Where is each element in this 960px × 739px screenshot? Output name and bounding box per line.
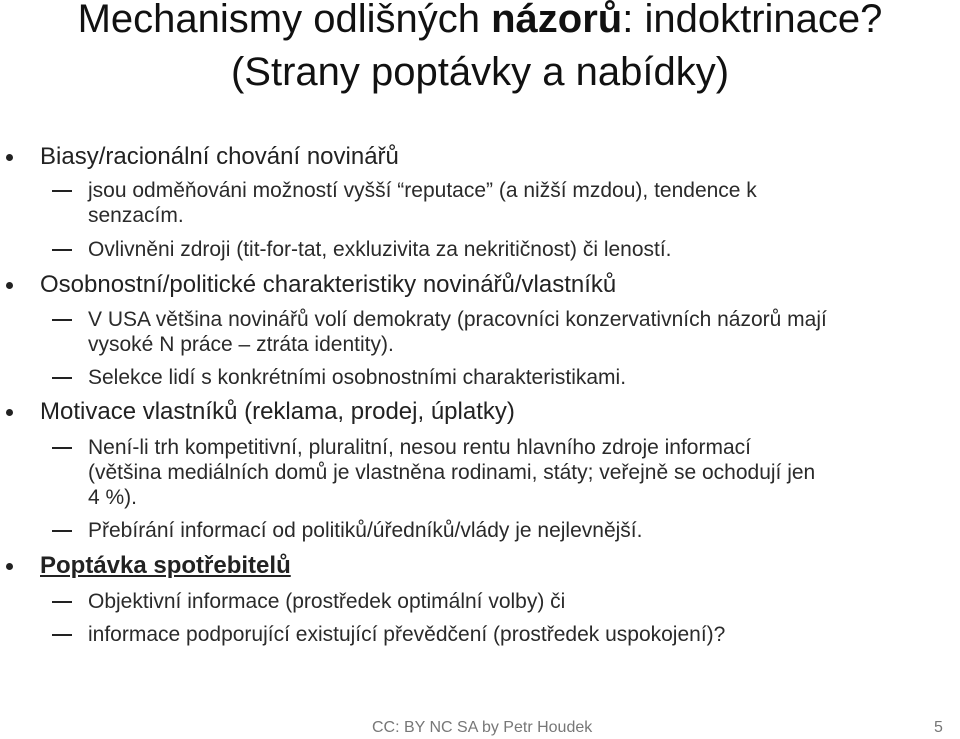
sub-text-line: 4 %). [88,486,138,509]
bullet-dot-icon [6,154,13,161]
bullet-text: Osobnostní/politické charakteristiky novinářů/vlastníků [40,271,617,298]
footer-credit: CC: BY NC SA by Petr Houdek [372,719,593,736]
page-number: 5 [934,719,943,736]
bullet-text: Poptávka spotřebitelů [40,552,291,579]
title-text-bold: názorů [491,0,623,41]
sub-text-line: Ovlivněni zdroji (tit-for-tat, exkluzivita za nekritičnost) či leností. [88,238,672,261]
sub-text-line: informace podporující existující převědčení (prostředek uspokojení)? [88,623,726,646]
bullet-dot-icon [6,409,13,416]
dash-icon [52,319,72,321]
bullet-text: Motivace vlastníků (reklama, prodej, úplatky) [40,398,515,425]
sub-text-line: vysoké N práce – ztráta identity). [88,333,394,356]
title-text-pre: Mechanismy odlišných [77,0,492,41]
dash-icon [52,447,72,449]
bullet-dot-icon [6,282,13,289]
sub-text-line: (většina mediálních domů je vlastněna rodinami, státy; veřejně se ochodují jen [88,461,816,484]
sub-text-line: senzacím. [88,204,184,227]
sub-text-line: Selekce lidí s konkrétními osobnostními charakteristikami. [88,366,627,389]
dash-icon [52,634,72,636]
sub-text-line: V USA většina novinářů volí demokraty (pracovníci konzervativních názorů mají [88,308,827,331]
title-text-post: : indoktrinace? [622,0,883,41]
bullet-dot-icon [6,563,13,570]
sub-text-line: Není-li trh kompetitivní, pluralitní, nesou rentu hlavního zdroje informací [88,436,751,459]
sub-text-line: Přebírání informací od politiků/úředníků/vlády je nejlevnější. [88,519,643,542]
dash-icon [52,377,72,379]
dash-icon [52,190,72,192]
sub-text-line: jsou odměňováni možností vyšší “reputace” (a nižší mzdou), tendence k [88,179,757,202]
dash-icon [52,530,72,532]
bullet-text: Biasy/racionální chování novinářů [40,143,399,170]
slide-title-line-2: (Strany poptávky a nabídky) [230,50,730,94]
sub-text-line: Objektivní informace (prostředek optimální volby) či [88,590,566,613]
dash-icon [52,601,72,603]
dash-icon [52,249,72,251]
